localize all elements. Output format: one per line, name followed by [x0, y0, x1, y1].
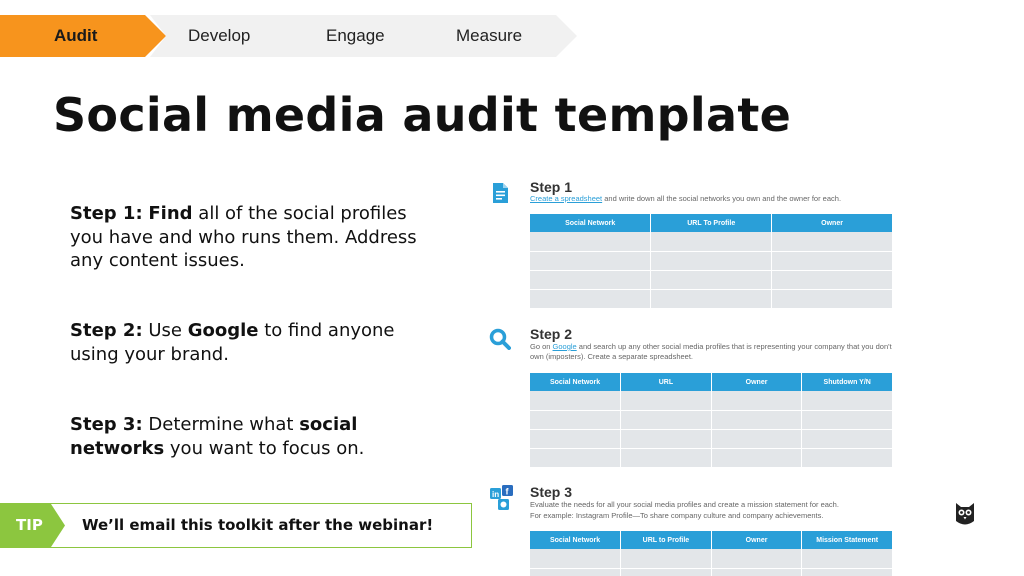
desc-text: and write down all the social networks you own and the owner for each. — [602, 194, 842, 203]
table-row — [530, 410, 893, 429]
tip-banner — [0, 503, 472, 548]
process-step-label: Develop — [188, 26, 251, 45]
step-body: you want to focus on. — [164, 437, 365, 459]
step-body: to find anyone using your brand. — [70, 320, 395, 365]
template-step-1-heading: Step 1 — [530, 179, 573, 195]
table-header: URL — [621, 373, 712, 391]
step-1-text — [70, 202, 430, 273]
table-header: Owner — [711, 531, 802, 549]
svg-text:in: in — [492, 490, 500, 499]
create-spreadsheet-link: Create a spreadsheet — [530, 194, 603, 203]
template-step-1-desc — [530, 194, 900, 204]
step-2-text — [70, 319, 430, 366]
template-step-3-table — [530, 531, 893, 576]
table-header: URL to Profile — [621, 531, 712, 549]
table-row — [530, 391, 893, 410]
process-step-measure — [419, 15, 577, 57]
desc-text: Go on — [530, 342, 553, 351]
table-row — [530, 289, 893, 308]
step-body: Use — [142, 320, 188, 341]
table-header: Social Network — [530, 373, 621, 391]
table-header: Mission Statement — [802, 531, 893, 549]
table-row — [530, 568, 893, 576]
table-row — [530, 251, 893, 270]
table-header: Owner — [772, 214, 893, 232]
process-step-label: Measure — [456, 26, 523, 45]
table-row — [530, 429, 893, 448]
template-step-3-desc: Evaluate the needs for all your social media profiles and create a mission statement for each. — [530, 500, 839, 509]
tip-label-badge — [1, 504, 65, 547]
table-header: Owner — [711, 373, 802, 391]
step-body: Determine what — [142, 414, 300, 435]
process-step-label: Audit — [54, 26, 98, 45]
search-icon — [489, 328, 511, 350]
tip-text: We’ll email this toolkit after the webinar! — [82, 516, 434, 534]
table-header: URL To Profile — [651, 214, 772, 232]
table-row — [530, 232, 893, 251]
template-step-1-table — [530, 214, 893, 309]
document-icon — [489, 182, 511, 204]
table-header: Social Network — [530, 531, 621, 549]
tip-label: TIP — [16, 516, 43, 534]
google-link: Google — [552, 342, 577, 351]
process-step-audit — [0, 15, 166, 57]
table-header: Shutdown Y/N — [802, 373, 893, 391]
template-step-3-heading: Step 3 — [530, 484, 573, 500]
owl-logo-icon — [955, 501, 975, 527]
step-keyword: social networks — [70, 414, 358, 459]
step-label: Step 1: — [70, 203, 143, 224]
step-keyword: Find — [148, 203, 193, 224]
table-header: Social Network — [530, 214, 651, 232]
table-row — [530, 549, 893, 568]
step-label: Step 3: — [70, 414, 143, 435]
table-row — [530, 270, 893, 289]
step-3-text — [70, 413, 430, 460]
step-body: all of the social profiles you have and who runs them. Address any content issues. — [70, 203, 417, 271]
template-step-3-example: For example: Instagram Profile—To share company culture and company achievements. — [530, 511, 824, 520]
template-step-2-table — [530, 373, 893, 468]
step-keyword: Google — [187, 320, 259, 341]
svg-text:f: f — [505, 486, 509, 497]
template-step-2-heading: Step 2 — [530, 326, 573, 342]
page-title: Social media audit template — [53, 88, 792, 142]
step-label: Step 2: — [70, 320, 143, 341]
process-step-label: Engage — [326, 26, 385, 45]
social-icons — [489, 485, 515, 511]
template-step-2-desc — [530, 342, 900, 362]
audit-template-preview — [483, 170, 913, 576]
process-step-develop — [150, 15, 308, 57]
table-row — [530, 448, 893, 467]
desc-text: and search up any other social media profiles that is representing your company that you don't own (imposters). Create a separate spreadsheet. — [530, 342, 892, 361]
